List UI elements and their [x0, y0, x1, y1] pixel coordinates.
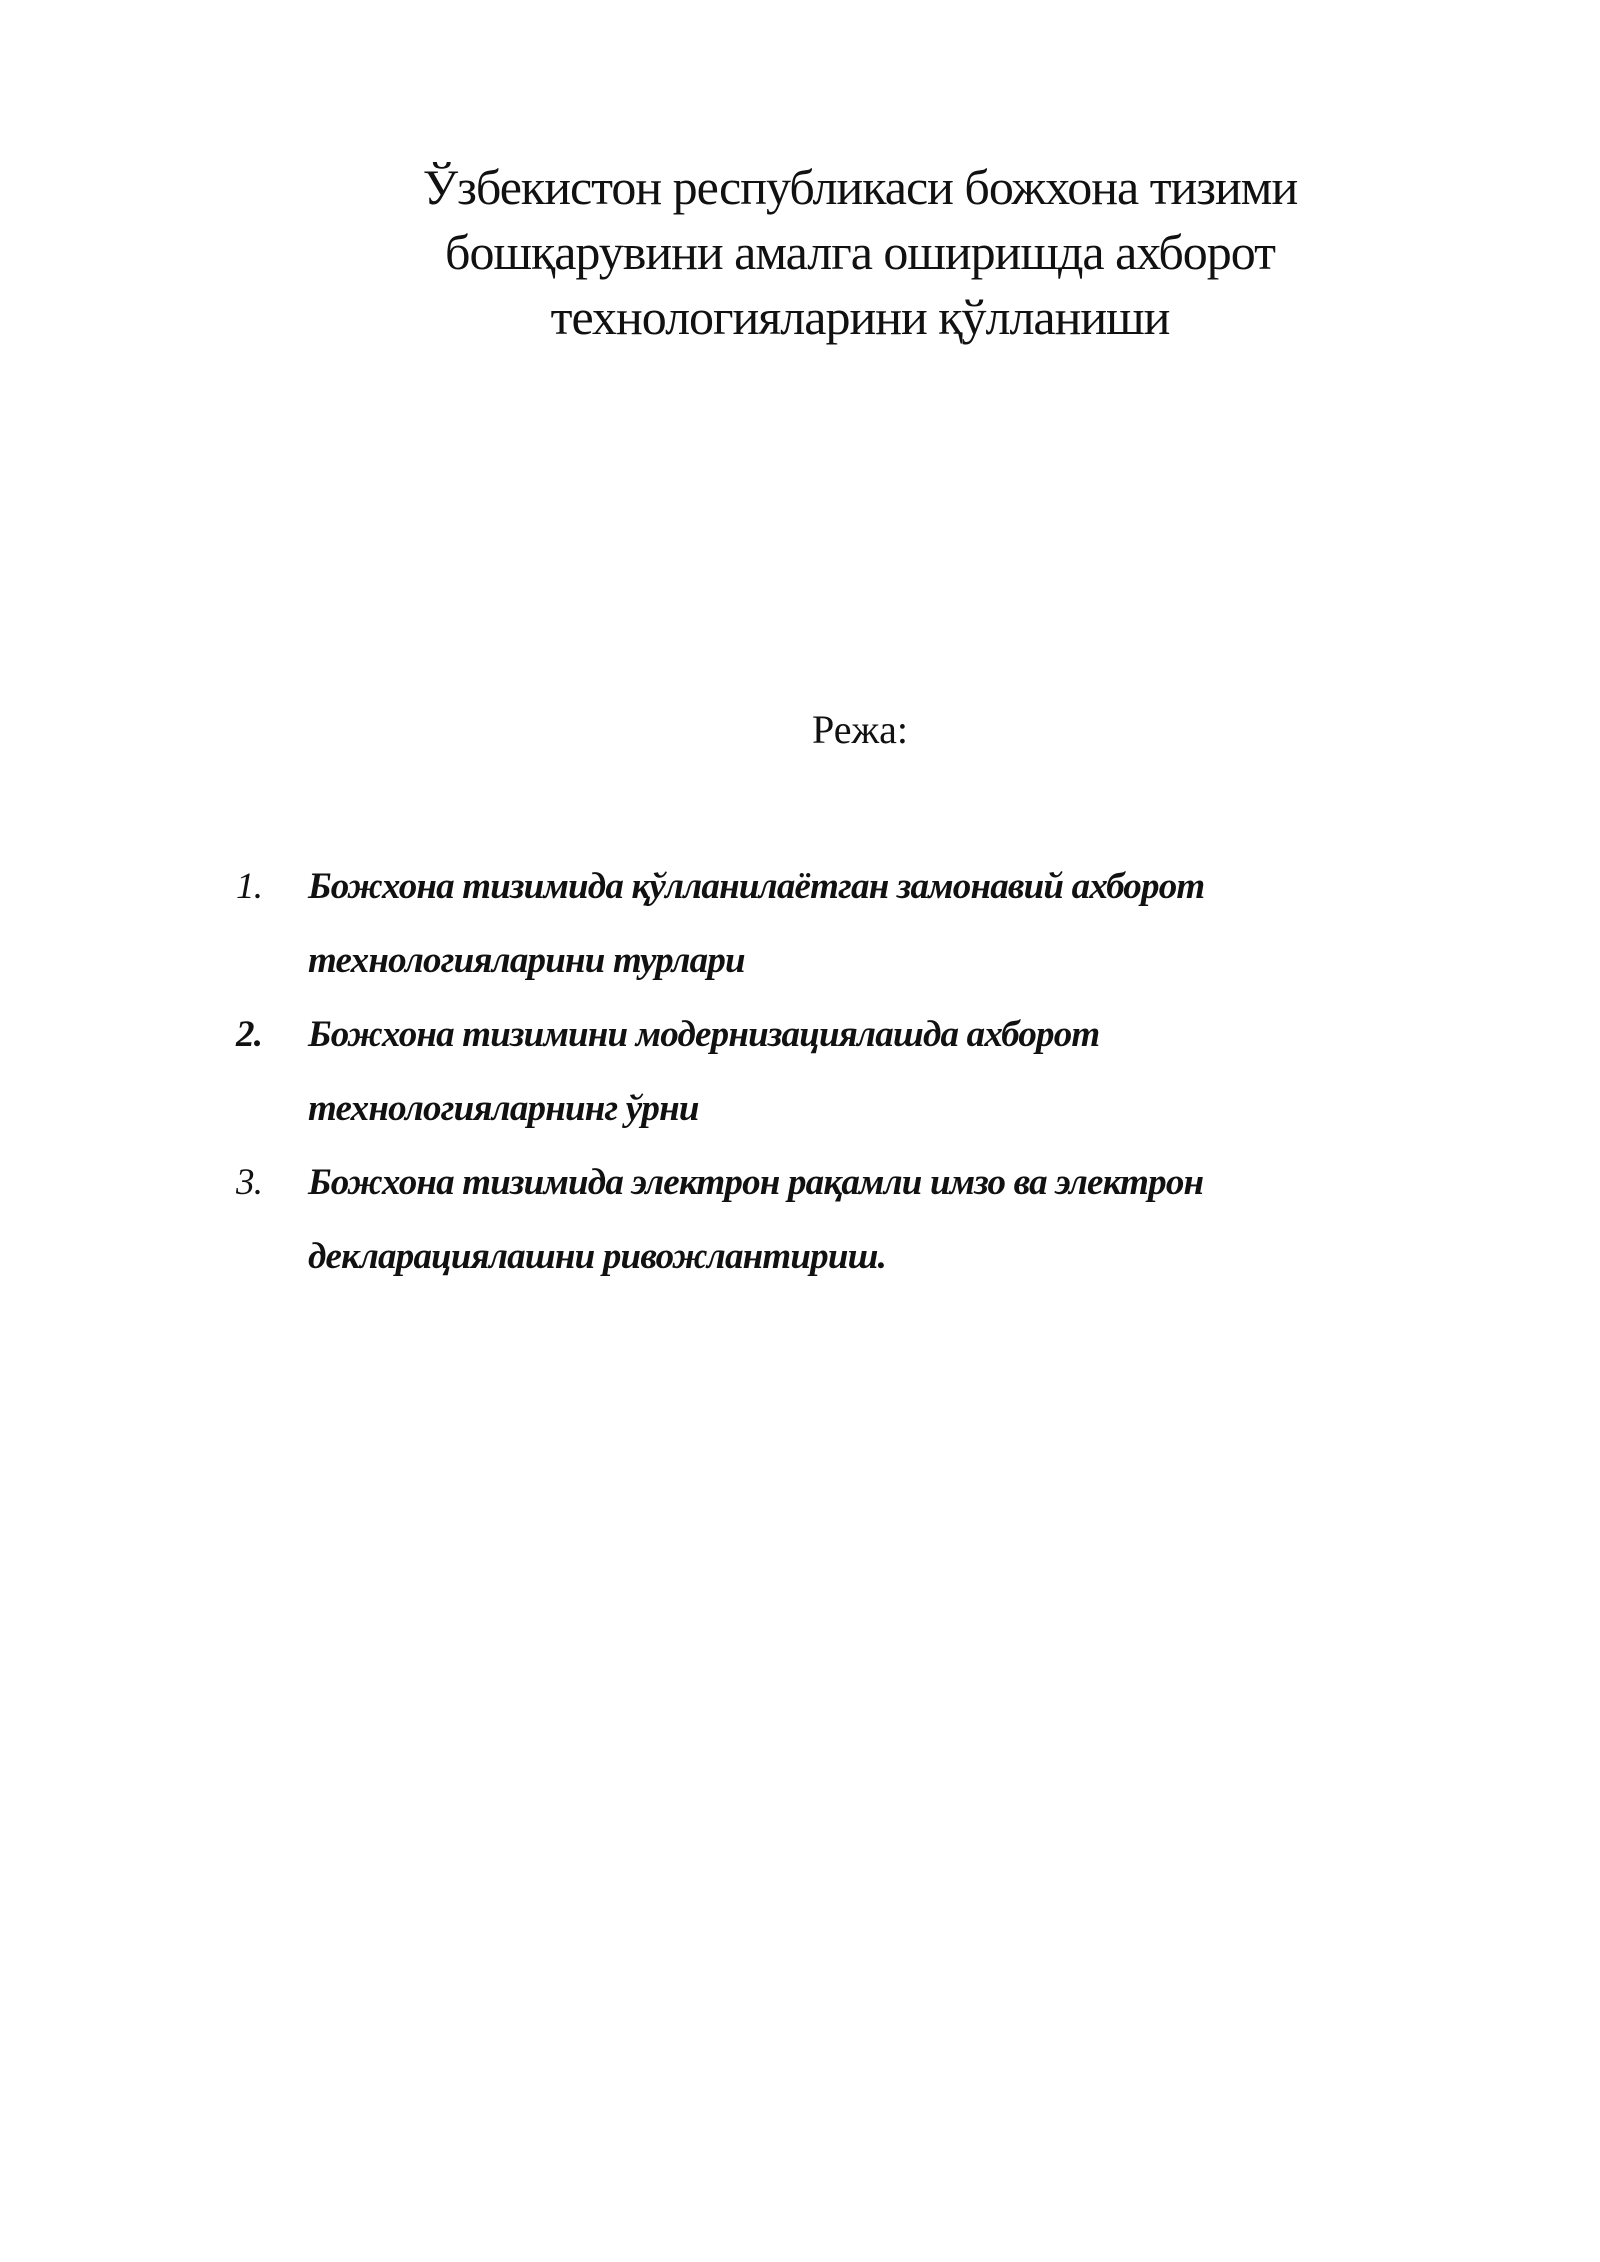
- plan-item-3: [236, 1146, 1436, 1294]
- plan-item-number: 2.: [236, 1014, 263, 1055]
- plan-item-1: [236, 850, 1436, 998]
- plan-item-text-line: технологияларини турлари: [308, 940, 745, 981]
- title-line-2: бошқарувини амалга оширишда ахборот: [445, 224, 1275, 280]
- title-line-1: Ўзбекистон республикаси божхона тизими: [422, 159, 1298, 215]
- plan-item-text-line: Божхона тизимида электрон рақамли имзо ва электрон: [308, 1162, 1204, 1203]
- plan-item-text-line: Божхона тизимида қўлланилаётган замонавий ахборот: [308, 866, 1205, 907]
- title-line-3: технологияларини қўлланиши: [550, 289, 1170, 345]
- plan-item-text-line: Божхона тизимини модернизациялашда ахборот: [308, 1014, 1100, 1055]
- plan-item-number: 3.: [236, 1162, 263, 1203]
- plan-item-number: 1.: [236, 866, 263, 907]
- plan-item-text-line: технологияларнинг ўрни: [308, 1088, 699, 1129]
- plan-heading: Режа:: [812, 707, 908, 752]
- plan-item-2: [236, 998, 1436, 1146]
- plan-item-text-line: декларациялашни ривожлантириш.: [308, 1236, 887, 1277]
- plan-list: [236, 850, 1436, 1294]
- document-title: [300, 155, 1420, 350]
